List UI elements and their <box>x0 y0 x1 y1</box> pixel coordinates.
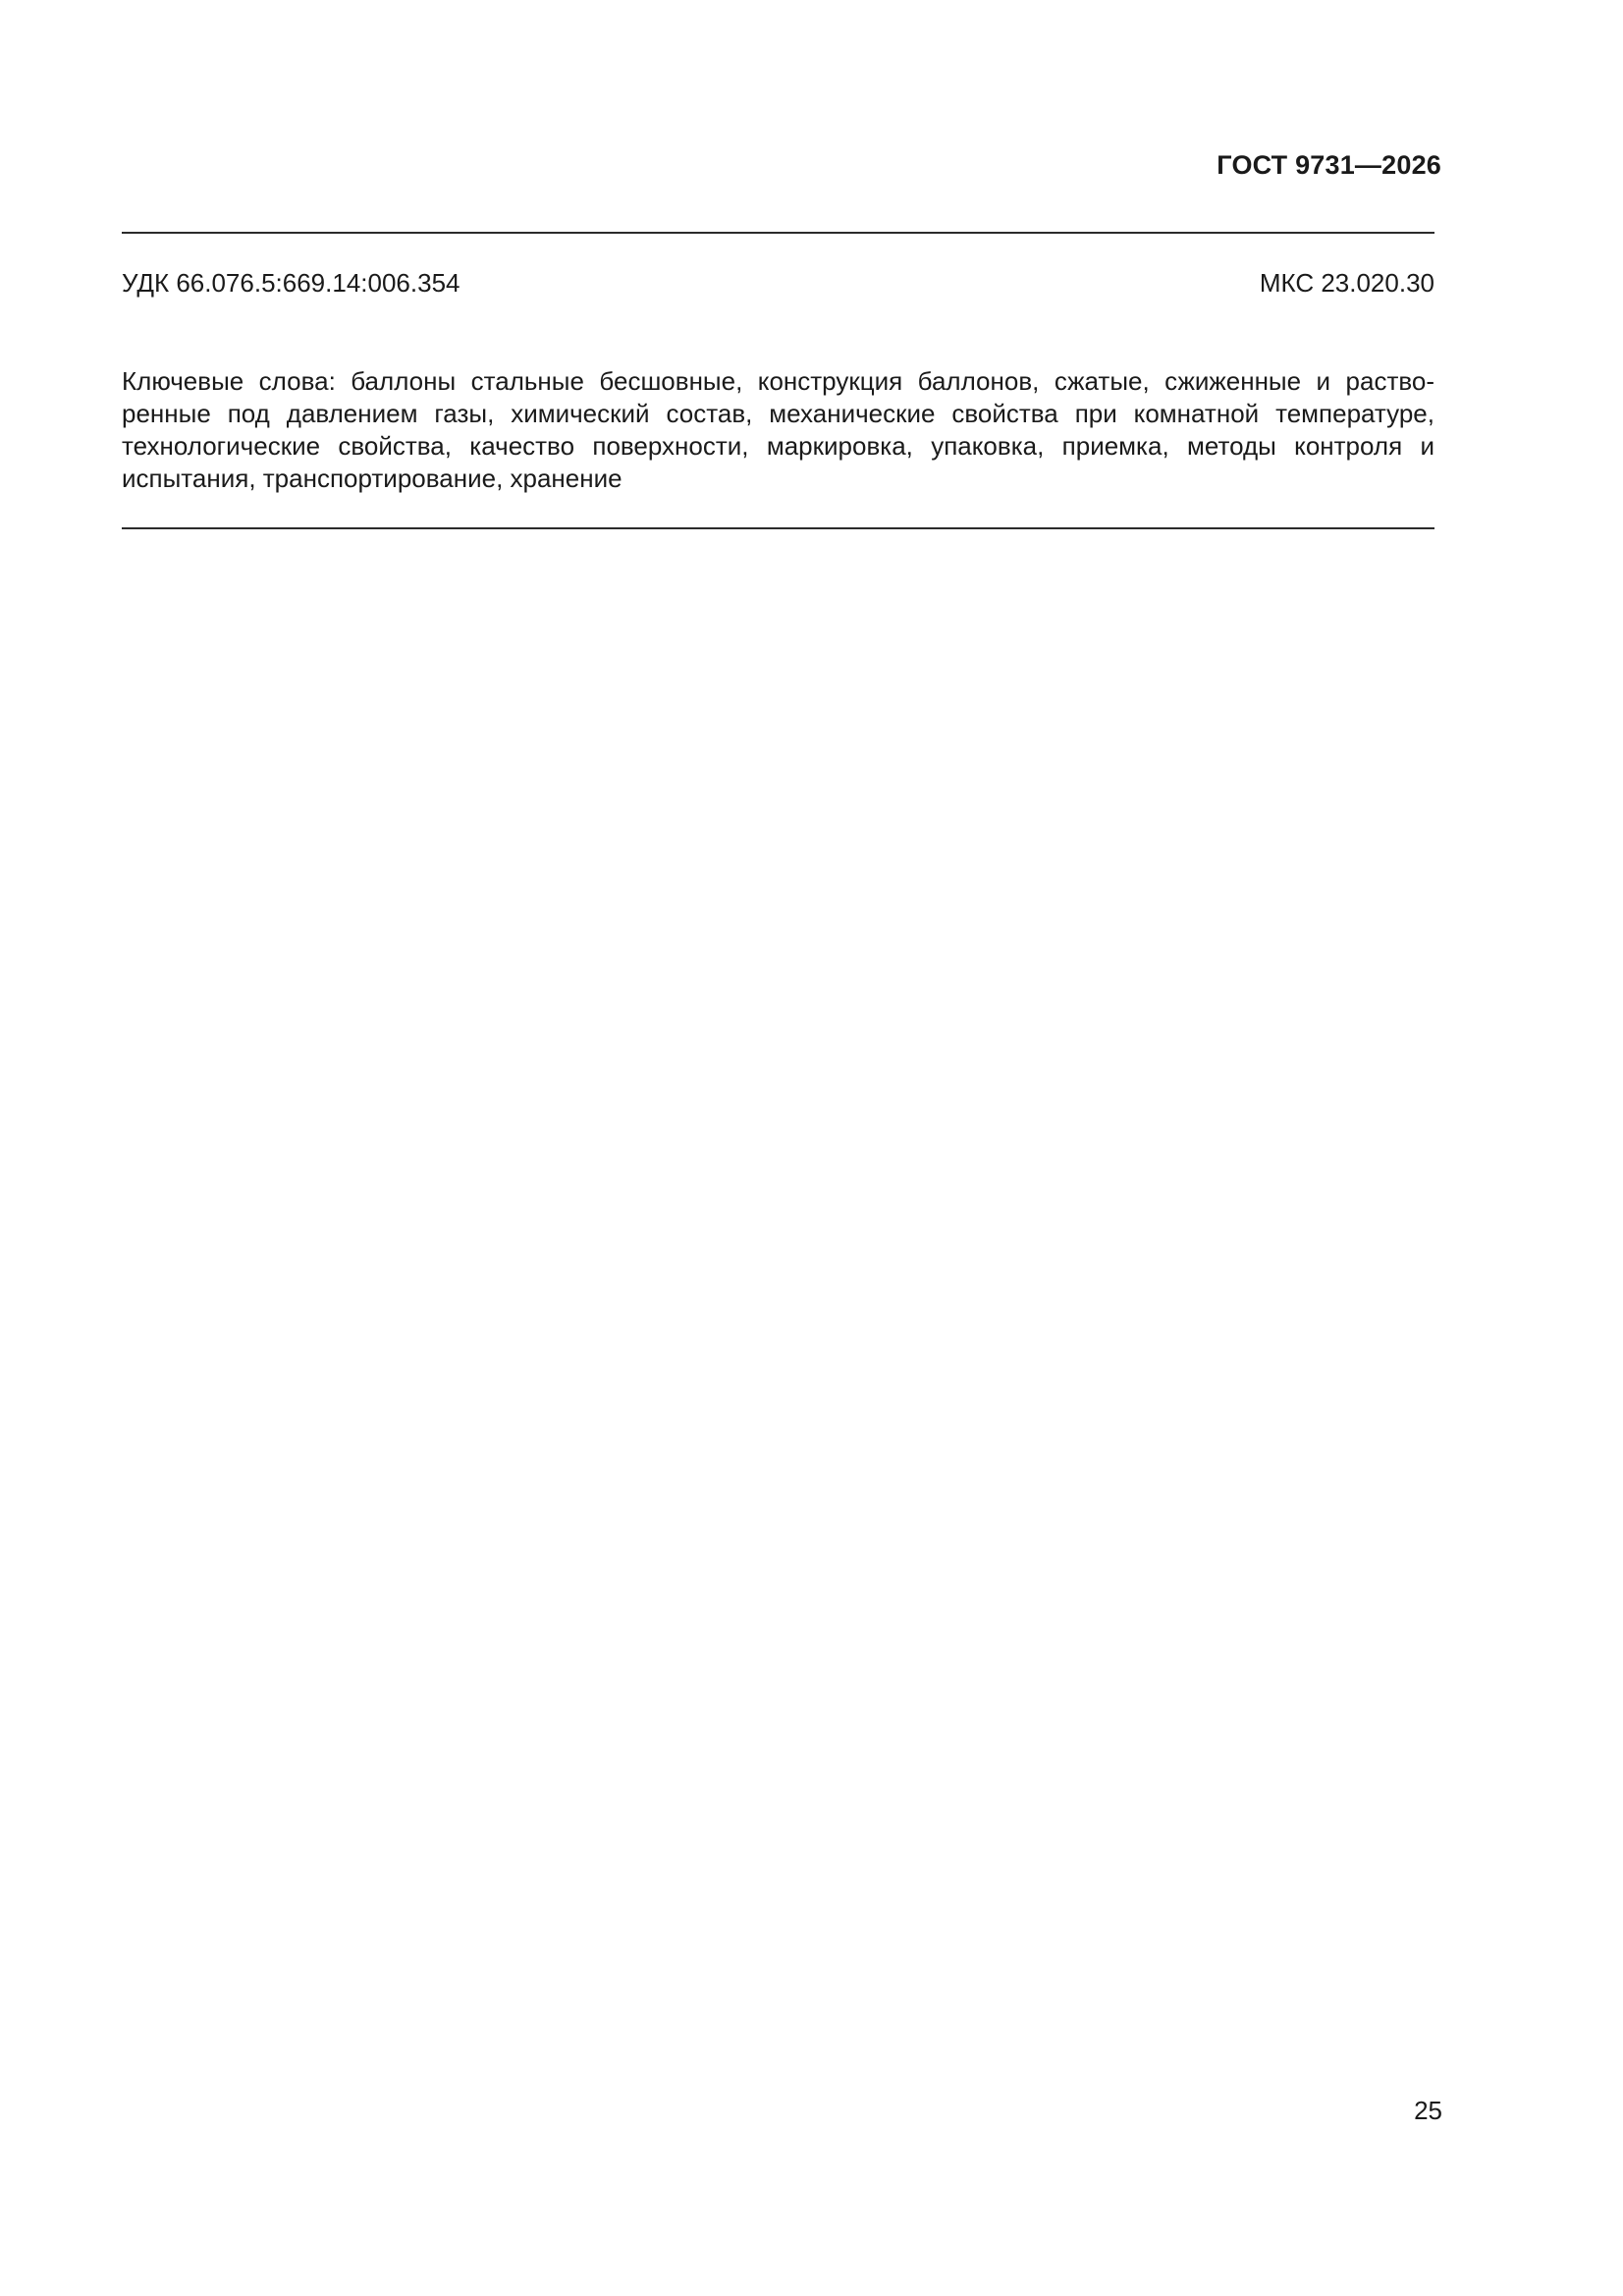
keywords-paragraph <box>122 365 1434 495</box>
keywords-line: Ключевые слова: баллоны стальные бесшовные, конструкция баллонов, сжатые, сжиженные и раство- <box>122 366 1434 396</box>
mks-code: МКС 23.020.30 <box>1259 268 1434 298</box>
classification-row <box>122 268 1434 299</box>
page-number: 25 <box>1414 2096 1442 2125</box>
keywords-line: ренные под давлением газы, химический состав, механические свойства при комнатной температуре, <box>122 399 1434 428</box>
udk-code: УДК 66.076.5:669.14:006.354 <box>122 268 460 298</box>
top-divider <box>122 232 1434 234</box>
bottom-divider <box>122 527 1434 529</box>
keywords-line: технологические свойства, качество поверхности, маркировка, упаковка, приемка, методы контроля и <box>122 431 1434 461</box>
keywords-line: испытания, транспортирование, хранение <box>122 464 622 493</box>
standard-number: ГОСТ 9731—2026 <box>1217 150 1441 180</box>
